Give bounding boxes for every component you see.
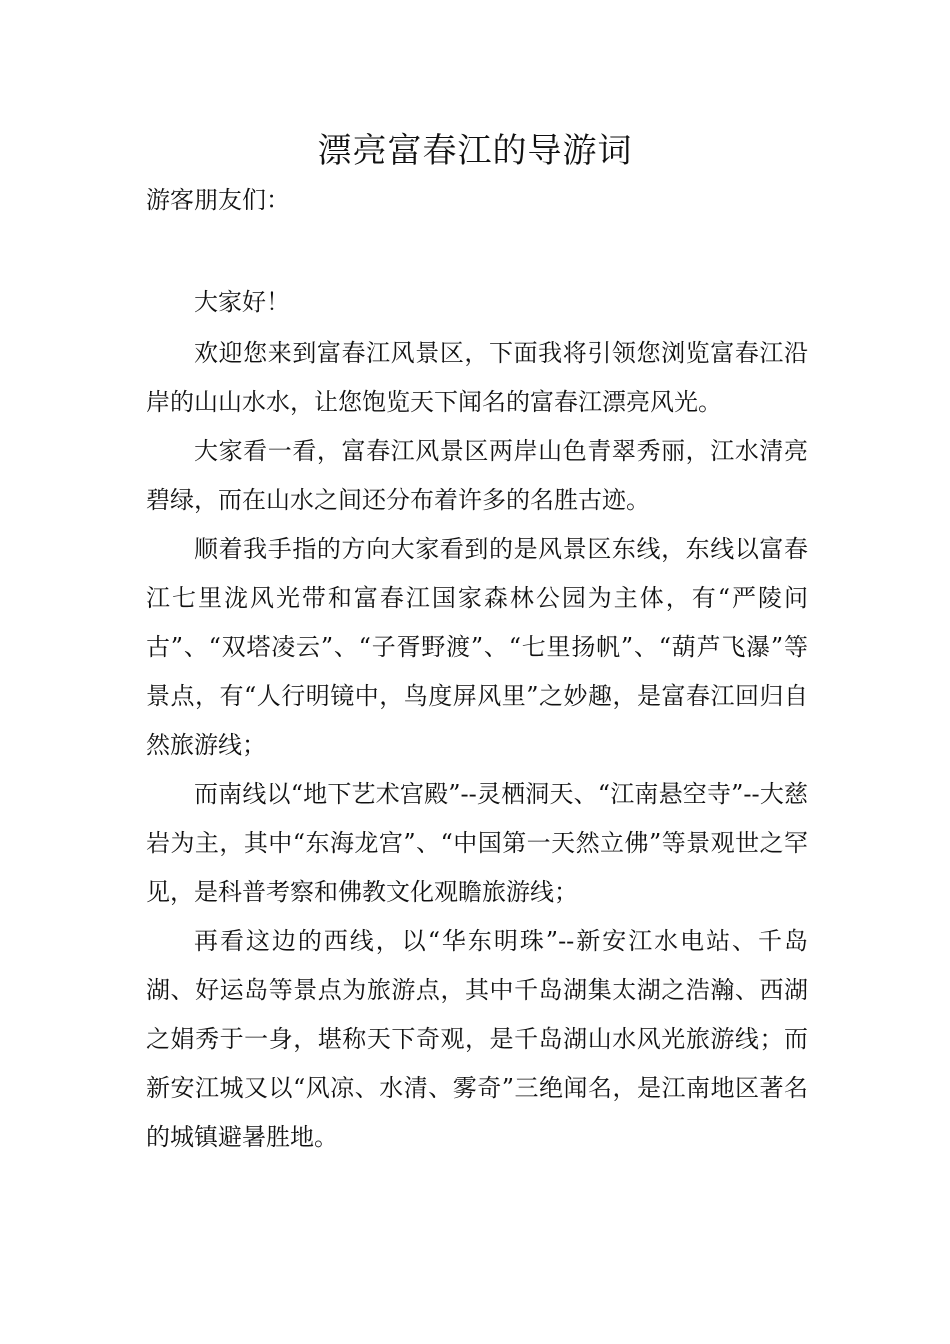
document-title: 漂亮富春江的导游词: [317, 131, 633, 171]
paragraph-east-line: 顺着我手指的方向大家看到的是风景区东线，东线以富春江七里泷风光带和富春江国家森林公园为主体，有“严陵问古”、“双塔凌云”、“子胥野渡”、“七里扬帆”、“葫芦飞瀑”等景点，有“人行明镜中，鸟度屏风里”之妙趣，是富春江回归自然旅游线；: [146, 535, 808, 759]
paragraph-scenery: 大家看一看，富春江风景区两岸山色青翠秀丽，江水清亮碧绿，而在山水之间还分布着许多的名胜古迹。: [146, 437, 808, 514]
paragraph-west-line: 再看这边的西线，以“华东明珠”--新安江水电站、千岛湖、好运岛等景点为旅游点，其中千岛湖集太湖之浩瀚、西湖之娟秀于一身，堪称天下奇观，是千岛湖山水风光旅游线；而新安江城又以“风凉、水清、雾奇”三绝闻名，是江南地区著名的城镇避暑胜地。: [146, 927, 808, 1151]
paragraph-welcome: 欢迎您来到富春江风景区，下面我将引领您浏览富春江沿岸的山山水水，让您饱览天下闻名的富春江漂亮风光。: [146, 339, 808, 416]
greeting: 大家好！: [194, 288, 290, 316]
document-body: [146, 329, 808, 1162]
paragraph-south-line: 而南线以“地下艺术宫殿”--灵栖洞天、“江南悬空寺”--大慈岩为主，其中“东海龙宫”、“中国第一天然立佛”等景观世之罕见，是科普考察和佛教文化观瞻旅游线；: [146, 780, 808, 906]
salutation: 游客朋友们：: [146, 186, 290, 214]
